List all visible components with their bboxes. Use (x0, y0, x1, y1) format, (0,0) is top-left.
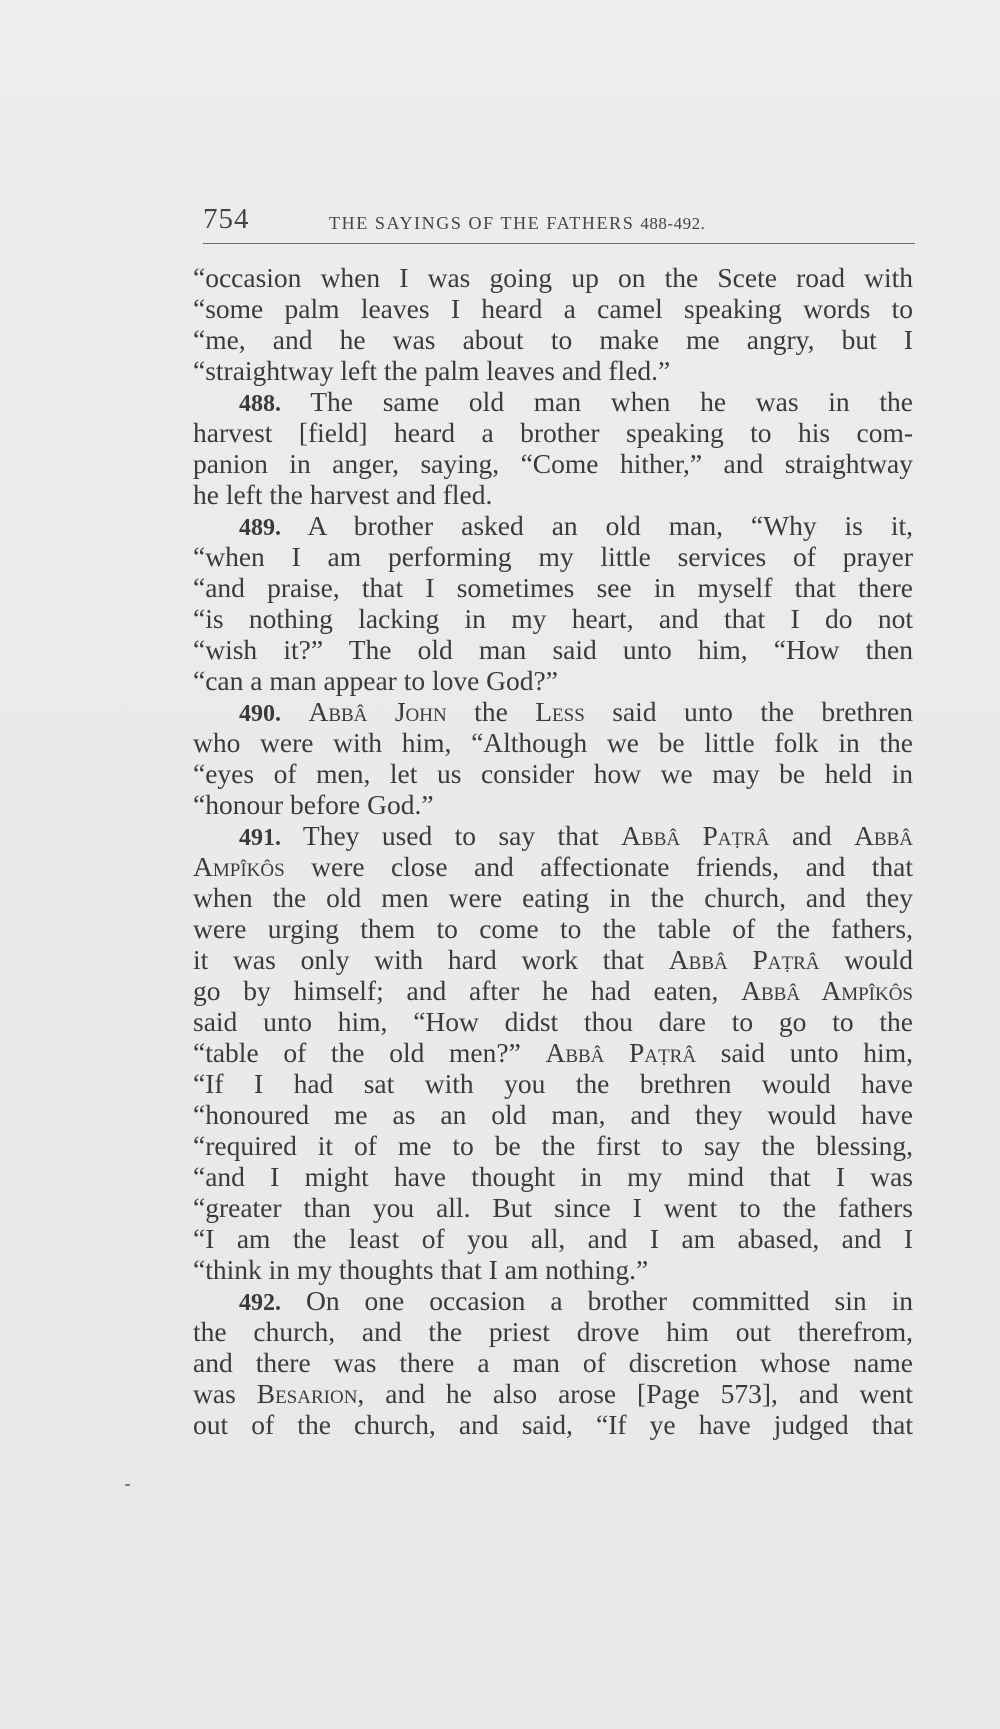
line-text: said unto him, “How didst thou dare to go to the (193, 1006, 913, 1037)
body-text (193, 262, 913, 1440)
text-line (193, 1223, 913, 1254)
text-line (193, 665, 913, 696)
line-text: the church, and the priest drove him out therefrom, (193, 1316, 913, 1347)
line-text: “is nothing lacking in my heart, and that I do not (193, 603, 913, 634)
line-text: panion in anger, saying, “Come hither,” and straightway (193, 448, 913, 479)
saying-number: 491. (239, 825, 281, 851)
page-number: 754 (203, 203, 250, 235)
text-line (193, 417, 913, 448)
line-text: “me, and he was about to make me angry, but I (193, 324, 913, 355)
ink-speck (125, 1484, 130, 1486)
page-header (203, 203, 915, 244)
text-line (193, 1409, 913, 1440)
saying-number: 488. (239, 391, 281, 417)
text-line (193, 1068, 913, 1099)
text-line (193, 1161, 913, 1192)
text-line (193, 262, 913, 293)
line-text: “honour before God.” (193, 789, 434, 820)
text-line (193, 572, 913, 603)
text-line (193, 882, 913, 913)
line-text: “and I might have thought in my mind that I was (193, 1161, 913, 1192)
line-text: go by himself; and after he had eaten, Abbâ Ampîkôs (193, 975, 913, 1006)
text-line (193, 448, 913, 479)
line-text: “and praise, that I sometimes see in myself that there (193, 572, 913, 603)
line-text: “think in my thoughts that I am nothing.” (193, 1254, 649, 1285)
text-line (193, 913, 913, 944)
text-line (193, 1254, 913, 1285)
line-text: “required it of me to be the first to say the blessing, (193, 1130, 913, 1161)
line-text: “can a man appear to love God?” (193, 665, 558, 696)
line-text: who were with him, “Although we be little folk in the (193, 727, 913, 758)
paragraph-start-line (193, 1285, 913, 1316)
line-text: “greater than you all. But since I went to the fathers (193, 1192, 913, 1223)
text-line (193, 1316, 913, 1347)
line-text: it was only with hard work that Abbâ Paṭrâ would (193, 944, 913, 975)
line-text: Abbâ John the Less said unto the brethren (308, 696, 914, 727)
saying-number: 490. (239, 701, 281, 727)
text-line (193, 758, 913, 789)
text-line (193, 1037, 913, 1068)
text-line (193, 1378, 913, 1409)
text-line (193, 789, 913, 820)
saying-number: 492. (239, 1290, 281, 1316)
line-text: “table of the old men?” Abbâ Paṭrâ said unto him, (193, 1037, 913, 1068)
text-line (193, 1347, 913, 1378)
line-text: harvest [field] heard a brother speaking to his com- (193, 417, 913, 448)
text-line (193, 1192, 913, 1223)
line-text: were urging them to come to the table of the fathers, (193, 913, 913, 944)
paragraph-start-line (193, 386, 913, 417)
text-line (193, 1130, 913, 1161)
paragraph-start-line (193, 510, 913, 541)
line-text: They used to say that Abbâ Paṭrâ and Abbâ (302, 820, 913, 851)
line-text: Ampîkôs were close and affectionate friends, and that (193, 851, 913, 882)
line-text: The same old man when he was in the (310, 386, 913, 417)
text-line (193, 603, 913, 634)
text-line (193, 851, 913, 882)
running-title (329, 213, 705, 234)
line-text: “eyes of men, let us consider how we may be held in (193, 758, 913, 789)
line-text: when the old men were eating in the church, and they (193, 882, 913, 913)
text-line (193, 479, 913, 510)
running-title-text: THE SAYINGS OF THE FATHERS (329, 213, 635, 233)
line-text: “I am the least of you all, and I am abased, and I (193, 1223, 913, 1254)
line-text: was Besarion, and he also arose [Page 573], and went (193, 1378, 913, 1409)
text-line (193, 944, 913, 975)
text-line (193, 1099, 913, 1130)
line-text: On one occasion a brother committed sin in (305, 1285, 913, 1316)
line-text: and there was there a man of discretion whose name (193, 1347, 913, 1378)
line-text: “some palm leaves I heard a camel speaking words to (193, 293, 913, 324)
text-line (193, 634, 913, 665)
line-text: “straightway left the palm leaves and fled.” (193, 355, 671, 386)
line-text: “honoured me as an old man, and they would have (193, 1099, 913, 1130)
text-line (193, 541, 913, 572)
line-text: “occasion when I was going up on the Scete road with (193, 262, 913, 293)
text-line (193, 355, 913, 386)
saying-number: 489. (239, 515, 281, 541)
section-range: 488-492. (640, 214, 706, 233)
paragraph-start-line (193, 696, 913, 727)
text-line (193, 1006, 913, 1037)
text-line (193, 324, 913, 355)
line-text: “If I had sat with you the brethren would have (193, 1068, 913, 1099)
text-line (193, 727, 913, 758)
text-line (193, 975, 913, 1006)
line-text: “when I am performing my little services of prayer (193, 541, 913, 572)
line-text: “wish it?” The old man said unto him, “How then (193, 634, 913, 665)
paragraph-start-line (193, 820, 913, 851)
line-text: out of the church, and said, “If ye have judged that (193, 1409, 913, 1440)
line-text: he left the harvest and fled. (193, 479, 493, 510)
line-text: A brother asked an old man, “Why is it, (307, 510, 913, 541)
text-line (193, 293, 913, 324)
